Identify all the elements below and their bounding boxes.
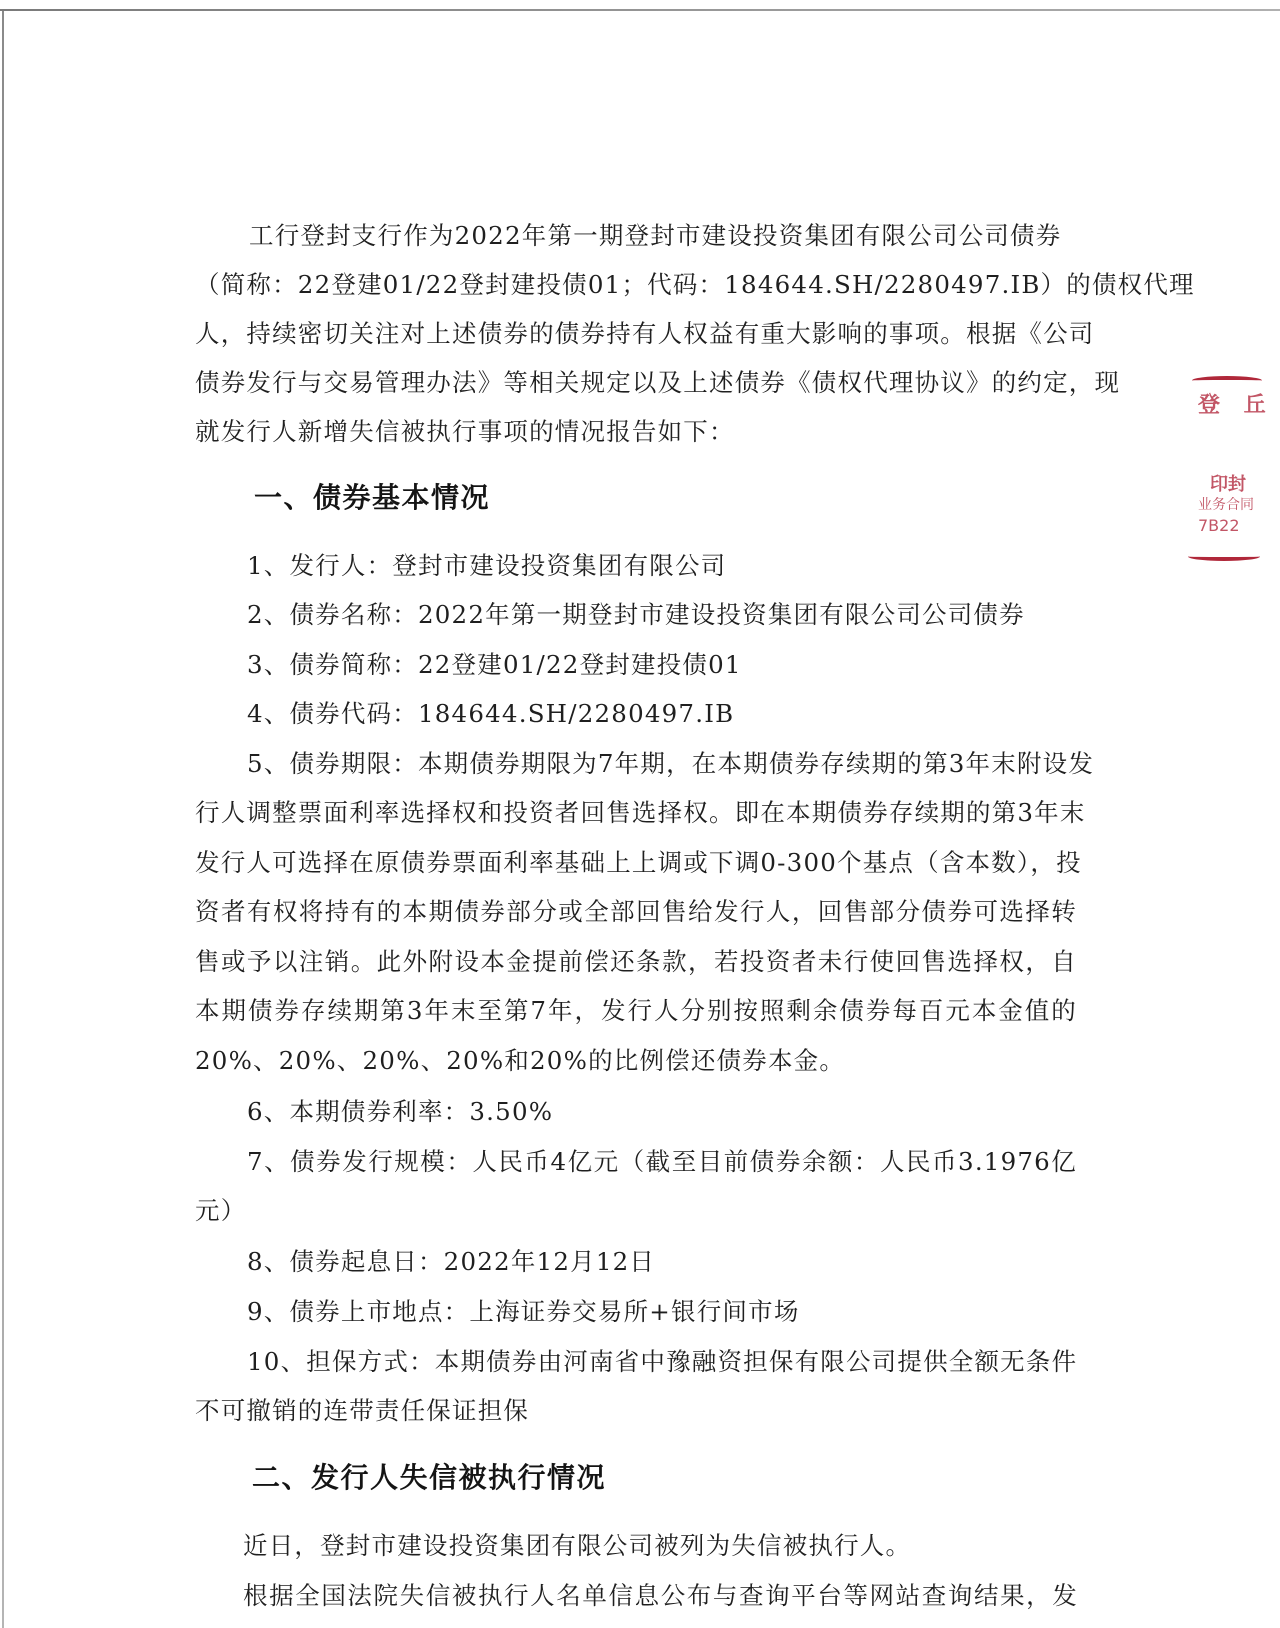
scan-border-top — [0, 9, 1280, 11]
intro-line-1 — [249, 220, 1061, 252]
intro-line-5-text: 就发行人新增失信被执行事项的情况报告如下： — [195, 417, 735, 446]
section2-paragraph-1: 近日，登封市建设投资集团有限公司被列为失信被执行人。 — [243, 1531, 912, 1560]
scan-border-left — [2, 11, 4, 1628]
item-interest-rate: 6、本期债券利率：3.50% — [247, 1097, 554, 1126]
item-bond-term-line-6-text: 本期债券存续期第3年末至第7年，发行人分别按照剩余债券每百元本金值的 — [195, 996, 1077, 1025]
seal-text-line1: 业务合同 — [1198, 497, 1254, 513]
item-guarantee-line-1 — [247, 1346, 1077, 1378]
intro-line-4-text: 债券发行与交易管理办法》等相关规定以及上述债券《债权代理协议》的约定，现 — [195, 368, 1121, 397]
intro-line-5 — [195, 416, 735, 448]
item-guarantee-line-1-text: 10、担保方式：本期债券由河南省中豫融资担保有限公司提供全额无条件 — [247, 1347, 1078, 1376]
item-bond-short-name: 3、债券简称：22登建01/22登封建投债01 — [247, 650, 742, 679]
item-bond-term-line-3-text: 发行人可选择在原债券票面利率基础上上调或下调0-300个基点（含本数），投 — [195, 848, 1082, 877]
item-issue-size-line-2: 元） — [195, 1196, 247, 1225]
section2-paragraph-2 — [243, 1580, 1078, 1612]
red-seal-stamp — [1180, 366, 1280, 566]
item-bond-term-line-2-text: 行人调整票面利率选择权和投资者回售选择权。即在本期债券存续期的第3年末 — [195, 798, 1086, 827]
item-bond-term-line-2 — [195, 797, 1086, 829]
item-issue-size-line-1 — [247, 1146, 1077, 1178]
item-guarantee-line-2: 不可撤销的连带责任保证担保 — [195, 1396, 530, 1425]
item-bond-name: 2、债券名称：2022年第一期登封市建设投资集团有限公司公司债券 — [247, 600, 1025, 629]
intro-line-2-text: （简称：22登建01/22登封建投债01；代码：184644.SH/2280497.IB）的债权代理 — [195, 270, 1195, 299]
intro-line-3-text: 人，持续密切关注对上述债券的债券持有人权益有重大影响的事项。根据《公司 — [195, 319, 1095, 348]
seal-text-line2: 7B22 — [1198, 516, 1240, 535]
intro-line-1-text: 工行登封支行作为2022年第一期登封市建设投资集团有限公司公司债券 — [249, 221, 1062, 250]
item-bond-term-line-5-text: 售或予以注销。此外附设本金提前偿还条款，若投资者未行使回售选择权，自 — [195, 947, 1077, 976]
item-bond-term-line-7: 20%、20%、20%、20%和20%的比例偿还债券本金。 — [195, 1046, 846, 1075]
seal-arc-top — [1192, 376, 1262, 385]
item-issuer: 1、发行人：登封市建设投资集团有限公司 — [247, 551, 727, 580]
item-bond-term-line-3 — [195, 847, 1082, 879]
item-bond-term-line-6 — [195, 995, 1077, 1027]
item-issue-size-line-1-text: 7、债券发行规模：人民币4亿元（截至目前债券余额：人民币3.1976亿 — [247, 1147, 1077, 1176]
item-listing-venue: 9、债券上市地点：上海证券交易所+银行间市场 — [247, 1297, 800, 1326]
intro-line-4 — [195, 367, 1121, 399]
seal-arc-bottom — [1188, 552, 1260, 561]
item-bond-term-line-4 — [195, 896, 1077, 928]
item-bond-code: 4、债券代码：184644.SH/2280497.IB — [247, 699, 735, 728]
item-bond-term-line-4-text: 资者有权将持有的本期债券部分或全部回售给发行人，回售部分债券可选择转 — [195, 897, 1077, 926]
intro-line-3 — [195, 318, 1095, 350]
seal-text-mid: 印封 — [1210, 474, 1246, 495]
section2-paragraph-2-text: 根据全国法院失信被执行人名单信息公布与查询平台等网站查询结果，发 — [243, 1581, 1078, 1610]
item-bond-term-line-1 — [247, 748, 1095, 780]
item-value-date: 8、债券起息日：2022年12月12日 — [247, 1247, 656, 1276]
section-heading-bond-basics: 一、债券基本情况 — [254, 481, 491, 514]
item-bond-term-line-1-text: 5、债券期限：本期债券期限为7年期，在本期债券存续期的第3年末附设发 — [247, 749, 1095, 778]
intro-line-2 — [195, 269, 1195, 301]
section-heading-dishonest-execution: 二、发行人失信被执行情况 — [252, 1461, 607, 1494]
item-bond-term-line-5 — [195, 946, 1077, 978]
seal-text-top: 登 丘 — [1198, 393, 1274, 418]
